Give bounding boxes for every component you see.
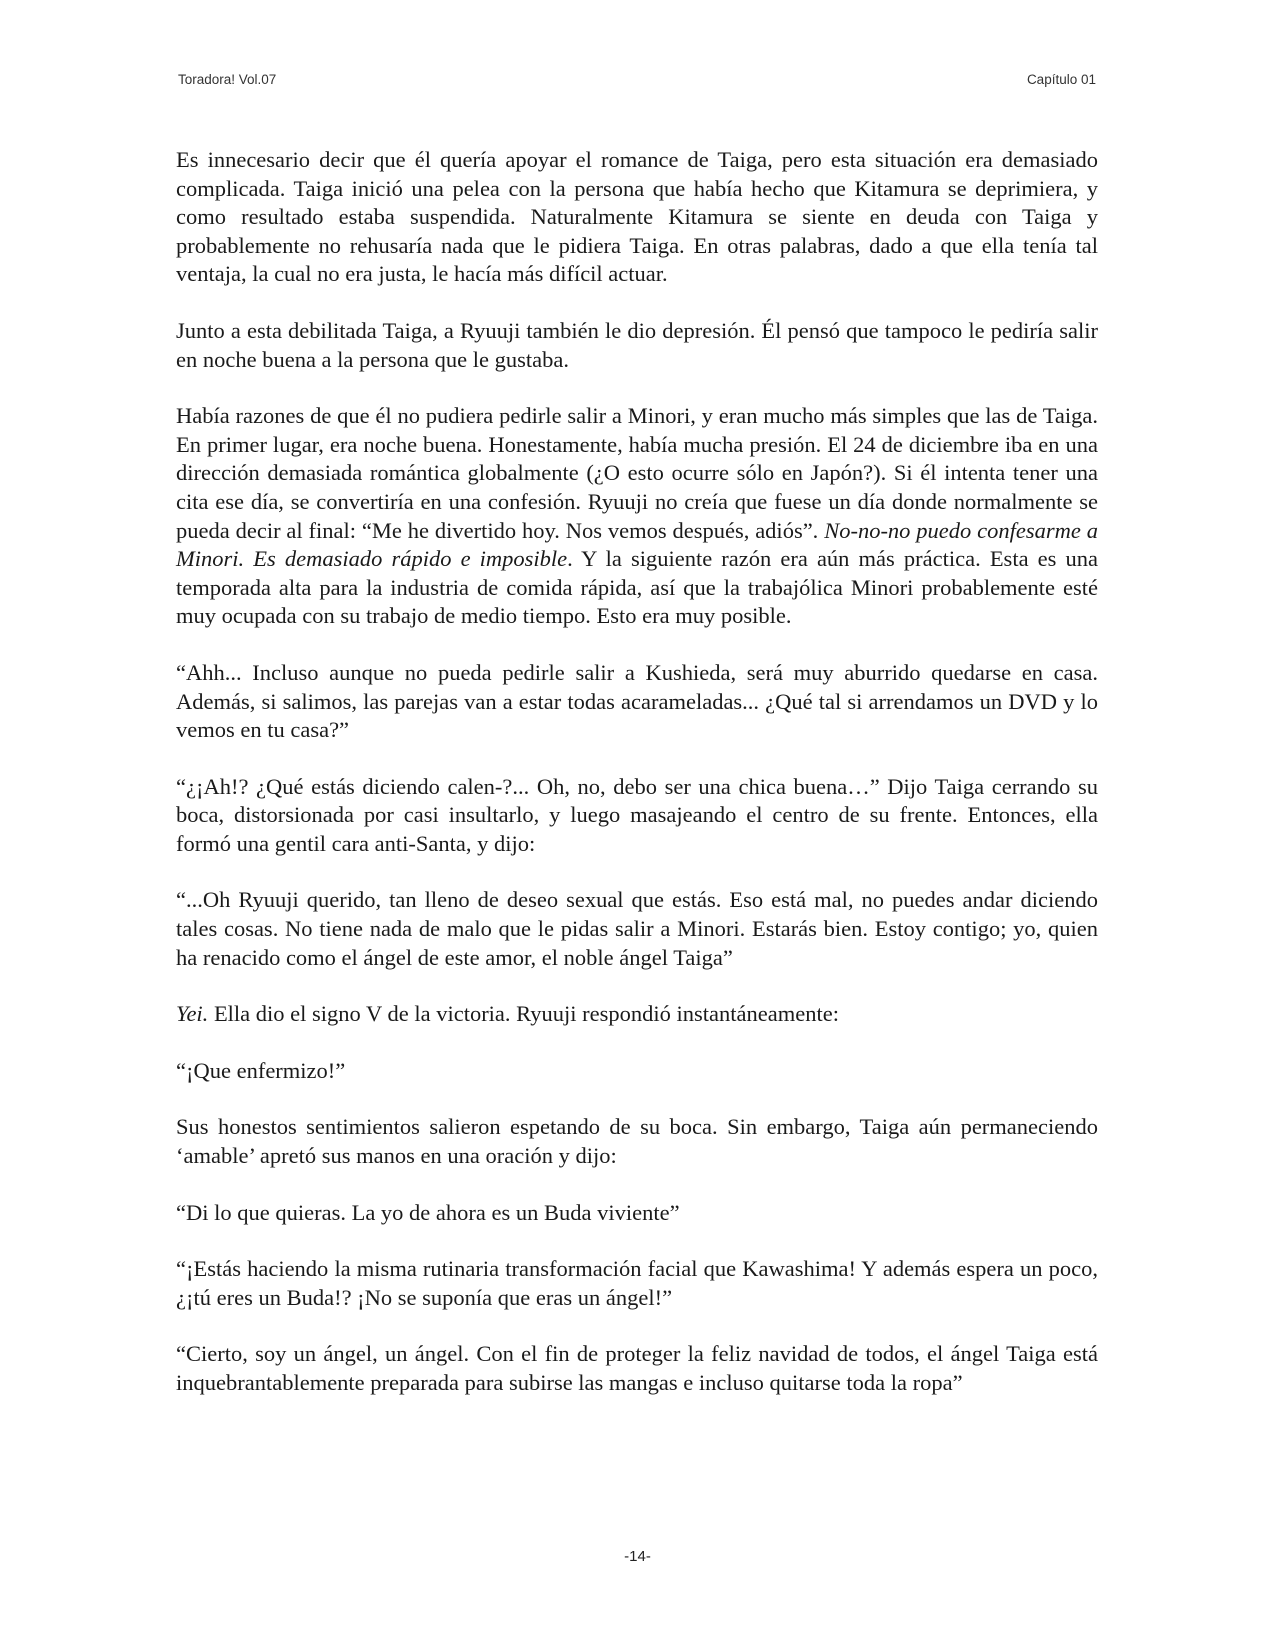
paragraph-3-italic: No-no-no puedo confesarme a Minori. Es demasiado rápido e imposible xyxy=(176,517,1098,572)
paragraph-3 xyxy=(176,402,1098,631)
paragraph-3-part-2: . Y la siguiente razón era aún más práctica. Esta es una temporada alta para la industria de comida rápida, así que la trabajólica Minori probablemente esté muy ocupada con su trabajo de medio tiempo. Esto era muy posible. xyxy=(176,546,1099,629)
paragraph-1: Es innecesario decir que él quería apoyar el romance de Taiga, pero esta situación era demasiado complicada. Taiga inició una pelea con la persona que había hecho que Kitamura se deprimiera, y como resultado estaba suspendida. Naturalmente Kitamura se siente en deuda con Taiga y probablemente no rehusaría nada que le pidiera Taiga. En otras palabras, dado a que ella tenía tal ventaja, la cual no era justa, le hacía más difícil actuar. xyxy=(176,147,1098,287)
paragraph-8: “¡Que enfermizo!” xyxy=(176,1057,346,1083)
page-footer xyxy=(0,1548,1275,1565)
paragraph-12: “Cierto, soy un ángel, un ángel. Con el fin de proteger la feliz navidad de todos, el ángel Taiga está inquebrantablemente preparada para subirse las mangas e incluso quitarse toda la ropa” xyxy=(176,1341,1098,1395)
paragraph-7 xyxy=(176,1000,1098,1029)
book-title: Toradora! Vol.07 xyxy=(178,72,277,87)
paragraph-5: “¿¡Ah!? ¿Qué estás diciendo calen-?... Oh, no, debo ser una chica buena…” Dijo Taiga cerrando su boca, distorsionada por casi insultarlo, y luego masajeando el centro de su frente. Entonces, ella formó una gentil cara anti-Santa, y dijo: xyxy=(176,773,1098,856)
paragraph-3-part-1: Había razones de que él no pudiera pedirle salir a Minori, y eran mucho más simples que las de Taiga. En primer lugar, era noche buena. Honestamente, había mucha presión. El 24 de diciembre iba en una dirección demasiada romántica globalmente (¿O esto ocurre sólo en Japón?). Si él intenta tener una cita ese día, se convertiría en una confesión. Ryuuji no creía que fuese un día donde normalmente se pueda decir al final: “Me he divertido hoy. Nos vemos después, adiós”. xyxy=(176,403,1098,543)
page-body xyxy=(176,146,1098,1426)
paragraph-7-italic: Yei. xyxy=(176,1001,209,1027)
page-header xyxy=(178,72,1096,96)
paragraph-2: Junto a esta debilitada Taiga, a Ryuuji también le dio depresión. Él pensó que tampoco le pediría salir en noche buena a la persona que le gustaba. xyxy=(176,317,1098,372)
paragraph-11: “¡Estás haciendo la misma rutinaria transformación facial que Kawashima! Y además espera un poco, ¿¡tú eres un Buda!? ¡No se suponía que eras un ángel!” xyxy=(176,1256,1098,1310)
page-number: -14- xyxy=(624,1548,651,1565)
paragraph-4: “Ahh... Incluso aunque no pueda pedirle salir a Kushieda, será muy aburrido quedarse en casa. Además, si salimos, las parejas van a estar todas acarameladas... ¿Qué tal si arrendamos un DVD y lo vemos en tu casa?” xyxy=(176,659,1098,743)
paragraph-10: “Di lo que quieras. La yo de ahora es un Buda viviente” xyxy=(176,1199,680,1225)
paragraph-7-part-2: Ella dio el signo V de la victoria. Ryuuji respondió instantáneamente: xyxy=(208,1001,839,1027)
paragraph-6: “...Oh Ryuuji querido, tan lleno de deseo sexual que estás. Eso está mal, no puedes andar diciendo tales cosas. No tiene nada de malo que le pidas salir a Minori. Estarás bien. Estoy contigo; yo, quien ha renacido como el ángel de este amor, el noble ángel Taiga” xyxy=(176,887,1098,970)
paragraph-9: Sus honestos sentimientos salieron espetando de su boca. Sin embargo, Taiga aún permaneciendo ‘amable’ apretó sus manos en una oración y dijo: xyxy=(176,1114,1098,1169)
chapter-label: Capítulo 01 xyxy=(1026,72,1096,87)
